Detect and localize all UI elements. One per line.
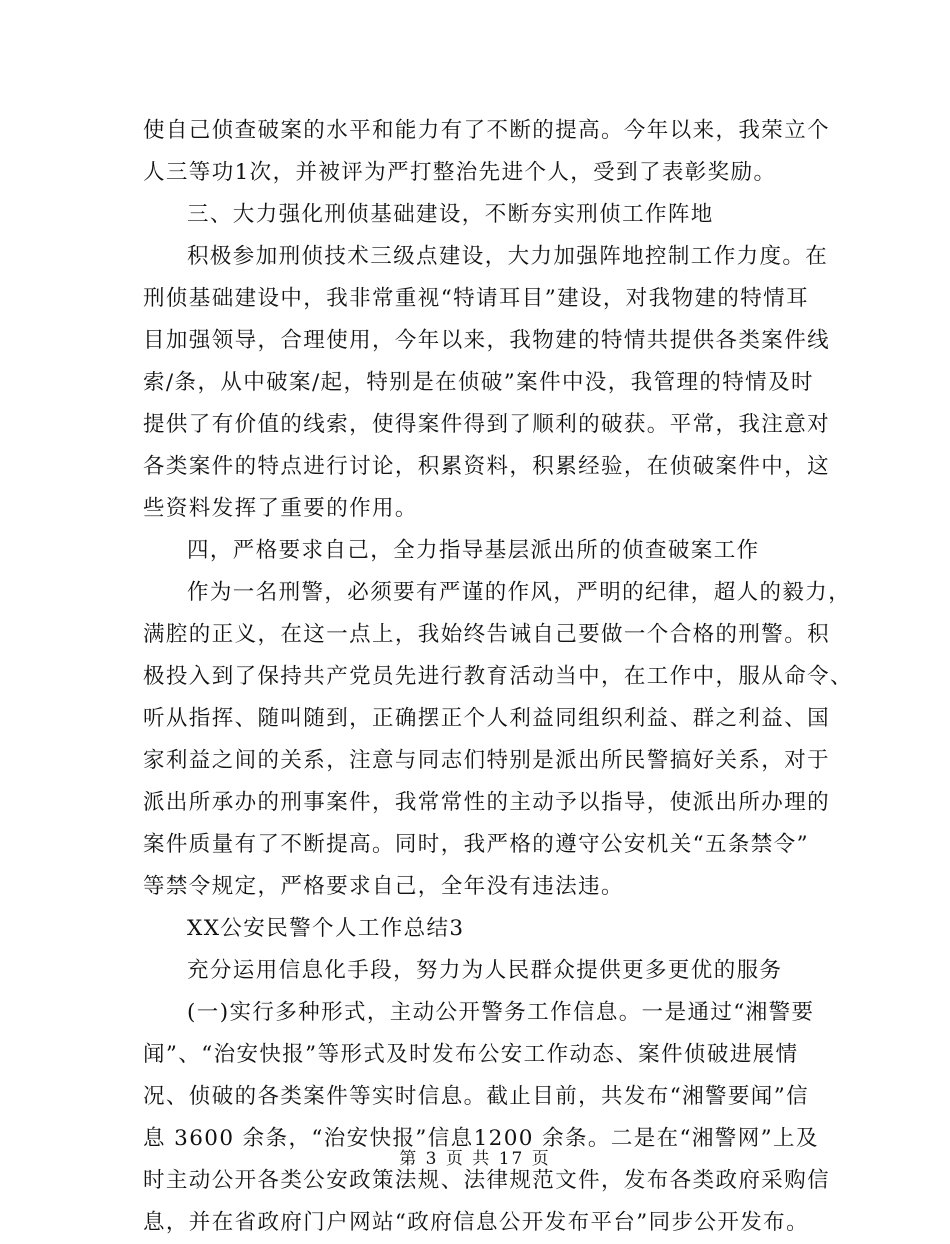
paragraph-line: 极投入到了保持共产党员先进行教育活动当中，在工作中，服从命令、 <box>143 664 853 689</box>
paragraph-line: 各类案件的特点进行讨论，积累资料，积累经验，在侦破案件中，这 <box>143 454 831 479</box>
paragraph-line: (一)实行多种形式，主动公开警务工作信息。一是通过“湘警要 <box>187 1000 815 1025</box>
paragraph-line: 索/条，从中破案/起，特别是在侦破”案件中没，我管理的特情及时 <box>143 370 814 395</box>
paragraph-line: 满腔的正义，在这一点上，我始终告诫自己要做一个合格的刑警。积 <box>143 622 831 647</box>
section-heading: 三、大力强化刑侦基础建设，不断夯实刑侦工作阵地 <box>187 202 714 227</box>
paragraph-line: 刑侦基础建设中，我非常重视“特请耳目”建设，对我物建的特情耳 <box>143 286 809 311</box>
body-text <box>143 110 853 1244</box>
paragraph-line: 闻”、“治安快报”等形式及时发布公安工作动态、案件侦破进展情 <box>143 1042 799 1067</box>
paragraph-line: 作为一名刑警，必须要有严谨的作风，严明的纪律，超人的毅力， <box>187 580 852 605</box>
paragraph-line: 时主动公开各类公安政策法规、法律规范文件，发布各类政府采购信 <box>143 1168 831 1193</box>
paragraph-line: 提供了有价值的线索，使得案件得到了顺利的破获。平常，我注意对 <box>143 412 831 437</box>
paragraph-line: 积极参加刑侦技术三级点建设，大力加强阵地控制工作力度。在 <box>187 244 829 269</box>
paragraph-line: 些资料发挥了重要的作用。 <box>143 496 418 521</box>
paragraph-line: 派出所承办的刑事案件，我常常性的主动予以指导，使派出所办理的 <box>143 790 831 815</box>
page-number: 第 3 页 共 17 页 <box>399 1149 551 1169</box>
paragraph-line: 等禁令规定，严格要求自己，全年没有违法违。 <box>143 874 624 899</box>
paragraph-line: 息，并在省政府门户网站“政府信息公开发布平台”同步公开发布。 <box>143 1210 809 1235</box>
document-title: XX公安民警个人工作总结3 <box>187 916 465 941</box>
paragraph-line: 使自己侦查破案的水平和能力有了不断的提高。今年以来，我荣立个 <box>143 118 831 143</box>
paragraph-line: 案件质量有了不断提高。同时，我严格的遵守公安机关“五条禁令” <box>143 832 809 857</box>
paragraph-line: 听从指挥、随叫随到，正确摆正个人利益同组织利益、群之利益、国 <box>143 706 831 731</box>
paragraph-line: 人三等功1次，并被评为严打整治先进个人，受到了表彰奖励。 <box>143 160 777 185</box>
paragraph-line: 况、侦破的各类案件等实时信息。截止目前，共发布“湘警要闻”信 <box>143 1084 809 1109</box>
paragraph-line: 家利益之间的关系，注意与同志们特别是派出所民警搞好关系，对于 <box>143 748 831 773</box>
paragraph-line: 息 3600 余条，“治安快报”信息1200 余条。二是在“湘警网”上及 <box>143 1126 819 1151</box>
paragraph-line: 目加强领导，合理使用，今年以来，我物建的特情共提供各类案件线 <box>143 328 831 353</box>
section-heading: 四，严格要求自己，全力指导基层派出所的侦查破案工作 <box>187 538 760 563</box>
section-heading: 充分运用信息化手段，努力为人民群众提供更多更优的服务 <box>187 958 783 983</box>
